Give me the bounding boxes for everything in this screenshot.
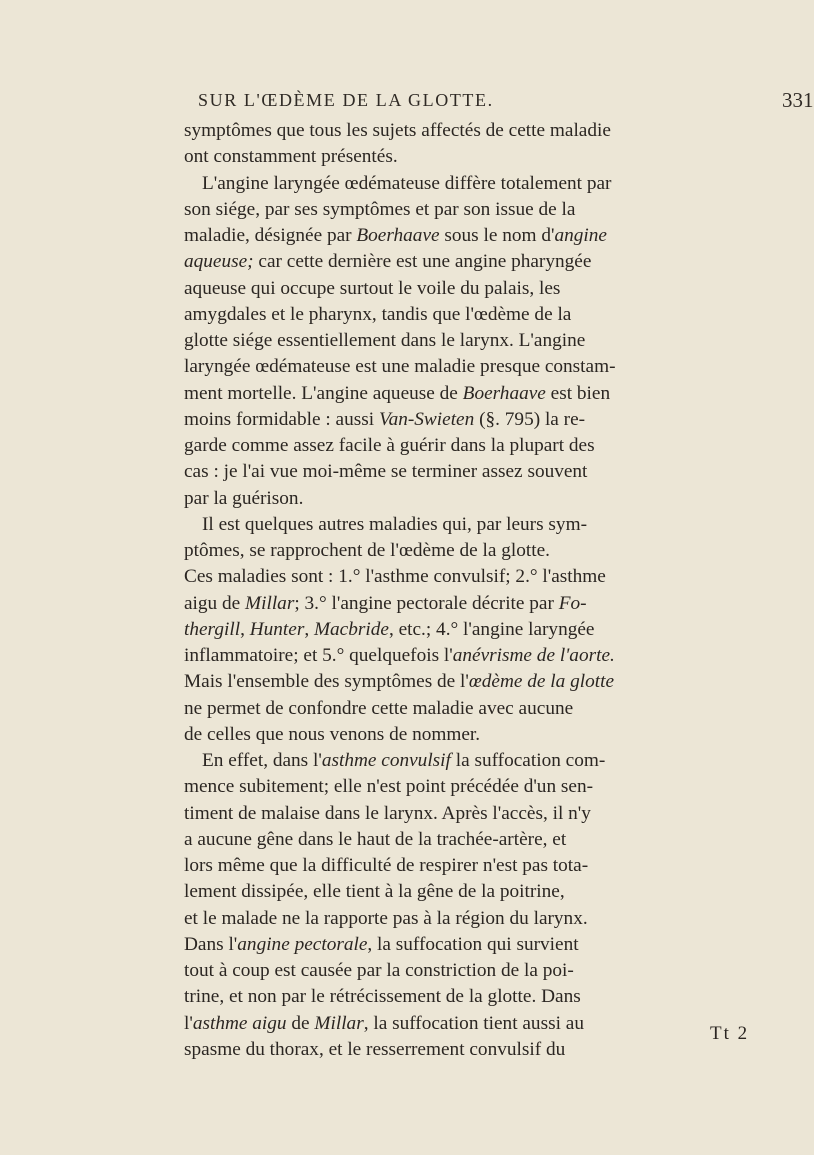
text-line: et le malade ne la rapporte pas à la région du larynx. <box>184 907 588 929</box>
text-line: spasme du thorax, et le resserrement convulsif du <box>184 1038 566 1060</box>
text-line: par la guérison. <box>184 487 304 509</box>
italic-text: asthme aigu <box>192 1012 287 1034</box>
italic-text: Millar <box>314 1012 364 1034</box>
text-line: L'angine laryngée œdémateuse diffère totalement par <box>202 172 612 194</box>
text-line: En effet, dans l'asthme convulsif la suffocation com- <box>202 750 606 771</box>
text-line: Dans l'angine pectorale, la suffocation qui survient <box>184 933 579 955</box>
italic-text: angine <box>554 225 607 246</box>
text-line: de celles que nous venons de nommer. <box>184 723 481 745</box>
text-line: ont constamment présentés. <box>184 146 398 168</box>
text-line: Il est quelques autres maladies qui, par leurs sym- <box>202 513 587 535</box>
text-line: son siége, par ses symptômes et par son issue de la <box>184 198 576 220</box>
text-line: lors même que la difficulté de respirer n'est pas tota- <box>184 855 589 876</box>
text-line: lement dissipée, elle tient à la gêne de la poitrine, <box>184 881 565 903</box>
text-line: ment mortelle. L'angine aqueuse de Boerhaave est bien <box>184 382 611 404</box>
italic-text: anévrisme de l'aorte. <box>452 645 615 666</box>
text-line: inflammatoire; et 5.° quelquefois l'anévrisme de l'aorte. <box>184 645 615 666</box>
text-line: ne permet de confondre cette maladie avec aucune <box>184 697 574 719</box>
italic-text: Boerhaave <box>462 382 546 404</box>
text-line: trine, et non par le rétrécissement de la glotte. Dans <box>184 986 581 1008</box>
running-title: SUR L'ŒDÈME DE LA GLOTTE. <box>198 90 494 110</box>
text-line: aigu de Millar; 3.° l'angine pectorale décrite par Fo- <box>184 592 587 614</box>
italic-text: Hunter <box>249 618 305 640</box>
italic-text: thergill <box>184 618 241 640</box>
text-line: ptômes, se rapprochent de l'œdème de la glotte. <box>184 540 550 561</box>
text-line: Mais l'ensemble des symptômes de l'œdème de la glotte <box>184 671 614 693</box>
catchword: Tt 2 <box>710 1023 750 1044</box>
text-line: symptômes que tous les sujets affectés de cette maladie <box>184 120 611 141</box>
italic-text: Boerhaave <box>356 225 440 246</box>
body-text <box>184 118 784 1063</box>
page-header <box>198 88 814 120</box>
text-line: garde comme assez facile à guérir dans la plupart des <box>184 435 595 456</box>
page-number: 331 <box>782 88 814 112</box>
italic-text: œdème de la glotte <box>468 671 614 693</box>
text-line: mence subitement; elle n'est point précédée d'un sen- <box>184 776 594 798</box>
text-line: moins formidable : aussi Van-Swieten (§. 795) la re- <box>184 408 586 430</box>
text-line: thergill, Hunter, Macbride, etc.; 4.° l'angine laryngée <box>184 618 595 640</box>
italic-text: Millar <box>245 592 295 614</box>
text-line: glotte siége essentiellement dans le larynx. L'angine <box>184 330 586 351</box>
italic-text: Fo- <box>558 592 587 614</box>
italic-text: Van-Swieten <box>378 408 475 430</box>
italic-text: asthme convulsif <box>321 750 451 771</box>
text-line: maladie, désignée par Boerhaave sous le nom d'angine <box>184 225 607 246</box>
text-line: aqueuse qui occupe surtout le voile du palais, les <box>184 277 561 299</box>
text-line: laryngée œdémateuse est une maladie presque constam- <box>184 356 616 378</box>
text-line: a aucune gêne dans le haut de la trachée-artère, et <box>184 828 567 850</box>
italic-text: Macbride <box>313 618 389 640</box>
italic-text: aqueuse; <box>184 251 254 273</box>
italic-text: angine pectorale <box>237 933 368 955</box>
text-line: l'asthme aigu de Millar, la suffocation tient aussi au <box>184 1012 584 1034</box>
text-line: tout à coup est causée par la constriction de la poi- <box>184 960 574 981</box>
text-line: amygdales et le pharynx, tandis que l'œdème de la <box>184 303 572 325</box>
text-line: timent de malaise dans le larynx. Après l'accès, il n'y <box>184 802 591 824</box>
text-line: Ces maladies sont : 1.° l'asthme convulsif; 2.° l'asthme <box>184 566 606 588</box>
text-line: aqueuse; car cette dernière est une angine pharyngée <box>184 251 592 273</box>
text-line: cas : je l'ai vue moi-même se terminer assez souvent <box>184 461 588 483</box>
